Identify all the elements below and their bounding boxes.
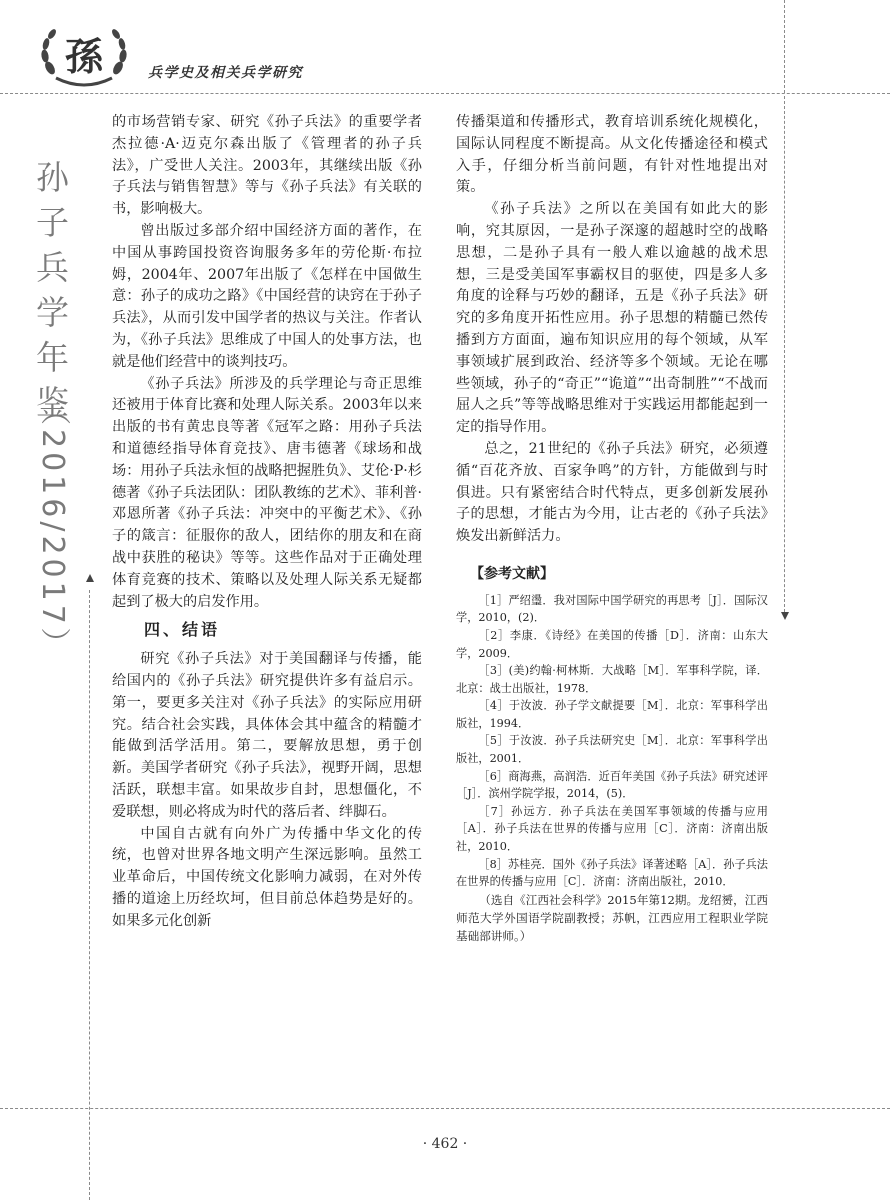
- paragraph: 传播渠道和传播形式，教育培训系统化规模化，国际认同程度不断提高。从文化传播途径和模式入手，仔细分析当前问题，有针对性地提出对策。: [456, 114, 768, 196]
- paragraph: 总之，21世纪的《孙子兵法》研究，必须遵循“百花齐放、百家争鸣”的方针，方能做到与时俱进。只有紧密结合时代特点，更多创新发展孙子的思想，才能古为今用，让古老的《孙子兵法》焕发出新鲜活力。: [456, 440, 768, 545]
- right-margin-line: [784, 96, 785, 612]
- reference-item: ［6］商海燕，高润浩．近百年美国《孙子兵法》研究述评［J］．滨州学院学报，2014，(5)．: [456, 769, 768, 801]
- yearbook-logo: [36, 22, 132, 92]
- left-column: [112, 112, 422, 932]
- reference-item: ［7］孙远方．孙子兵法在美国军事领域的传播与应用［A］．孙子兵法在世界的传播与应用［C］．济南：济南出版社，2010．: [456, 804, 768, 854]
- page-number: · 462 ·: [422, 1136, 468, 1152]
- side-book-title: 孙子兵学年鉴: [31, 160, 70, 430]
- source-note: （选自《江西社会科学》2015年第12期。龙绍赟，江西师范大学外国语学院副教授；苏帆，江西应用工程职业学院基础部讲师。）: [456, 892, 768, 943]
- reference-item: ［2］李康．《诗经》在美国的传播［D］．济南：山东大学，2009．: [456, 628, 768, 660]
- paragraph: 曾出版过多部介绍中国经济方面的著作，在中国从事跨国投资咨询服务多年的劳伦斯·布拉姆，2004年、2007年出版了《怎样在中国做生意：孙子的成功之路》《中国经营的诀窍在于孙子兵法》，从而引发中国学者的热议与关注。作者认为，《孙子兵法》思维成了中国人的处事方法，也就是他们经营中的谈判技巧。: [112, 222, 422, 370]
- right-margin-line-top: [784, 0, 785, 93]
- paragraph: 研究《孙子兵法》对于美国翻译与传播，能给国内的《孙子兵法》研究提供许多有益启示。第一，要更多关注对《孙子兵法》的实际应用研究。结合社会实践，具体体会其中蕴含的精髓才能做到活学活用。第二，要解放思想，勇于创新。美国学者研究《孙子兵法》，视野开阔，思想活跃，联想丰富。如果故步自封，思想僵化，不爱联想，则必将成为时代的落后者、绊脚石。: [112, 651, 422, 820]
- paragraph: 的市场营销专家、研究《孙子兵法》的重要学者杰拉德·A·迈克尔森出版了《管理者的孙子兵法》，广受世人关注。2003年，其继续出版《孙子兵法与销售智慧》等与《孙子兵法》有关联的书，影响极大。: [112, 114, 422, 218]
- paragraph: 《孙子兵法》之所以在美国有如此大的影响，究其原因，一是孙子深邃的超越时空的战略思想，二是孙子具有一般人难以逾越的战术思想，三是受美国军事霸权目的驱使，四是多人多角度的诠释与巧妙的翻译，五是《孙子兵法》研究的多角度开拓性应用。孙子思想的精髓已然传播到方方面面，遍布知识应用的每个领域，从军事领域扩展到政治、经济等多个领域。无论在哪些领域，孙子的“奇正”“诡道”“出奇制胜”“不战而屈人之兵”等等战略思维对于实践运用都能起到一定的指导作用。: [456, 201, 768, 436]
- reference-item: ［1］严绍璗．我对国际中国学研究的再思考［J］．国际汉学，2010，(2)．: [456, 593, 768, 625]
- paragraph: 中国自古就有向外广为传播中华文化的传统，也曾对世界各地文明产生深远影响。虽然工业革命后，中国传统文化影响力减弱，在对外传播的道途上历经坎坷，但目前总体趋势是好的。如果多元化创新: [112, 825, 422, 929]
- left-margin-line: [89, 590, 90, 1200]
- reference-item: ［5］于汝波．孙子兵法研究史［M］．北京：军事科学出版社，2001．: [456, 734, 768, 766]
- logo-glyph: 孫: [64, 35, 104, 79]
- section-heading: 四、结语: [144, 620, 221, 640]
- reference-item: ［3］(美)约翰·柯林斯．大战略［M］．军事科学院，译．北京：战士出版社，1978．: [456, 664, 768, 695]
- header-divider: [0, 93, 890, 94]
- references-list: [456, 592, 768, 891]
- reference-item: ［4］于汝波．孙子学文献提要［M］．北京：军事科学出版社，1994．: [456, 699, 768, 730]
- paragraph: 《孙子兵法》所涉及的兵学理论与奇正思维还被用于体育比赛和处理人际关系。2003年以来出版的书有黄忠良等著《冠军之路：用孙子兵法和道德经指导体育竞技》、唐韦德著《球场和战场：用孙子兵法永恒的战略把握胜负》、艾伦·P·杉德著《孙子兵法团队：团队教练的艺术》、菲利普·邓恩所著《孙子兵法：冲突中的平衡艺术》、《孙子的箴言：征服你的敌人，团结你的朋友和在商战中获胜的秘诀》等等。这些作品对于正确处理体育竞赛的技术、策略以及处理人际关系无疑都起到了极大的启发作用。: [112, 375, 422, 610]
- footer-divider: [0, 1108, 890, 1109]
- side-year: （2016/2017）: [35, 395, 70, 662]
- arrow-up-icon: [86, 574, 94, 582]
- arrow-down-icon: [781, 612, 789, 620]
- references-heading: 【参考文献】: [470, 565, 554, 582]
- running-header: 兵学史及相关兵学研究: [148, 65, 303, 81]
- right-column: [456, 112, 768, 945]
- reference-item: ［8］苏桂亮．国外《孙子兵法》译著述略［A］．孙子兵法在世界的传播与应用［C］．济南：济南出版社，2010．: [456, 857, 768, 889]
